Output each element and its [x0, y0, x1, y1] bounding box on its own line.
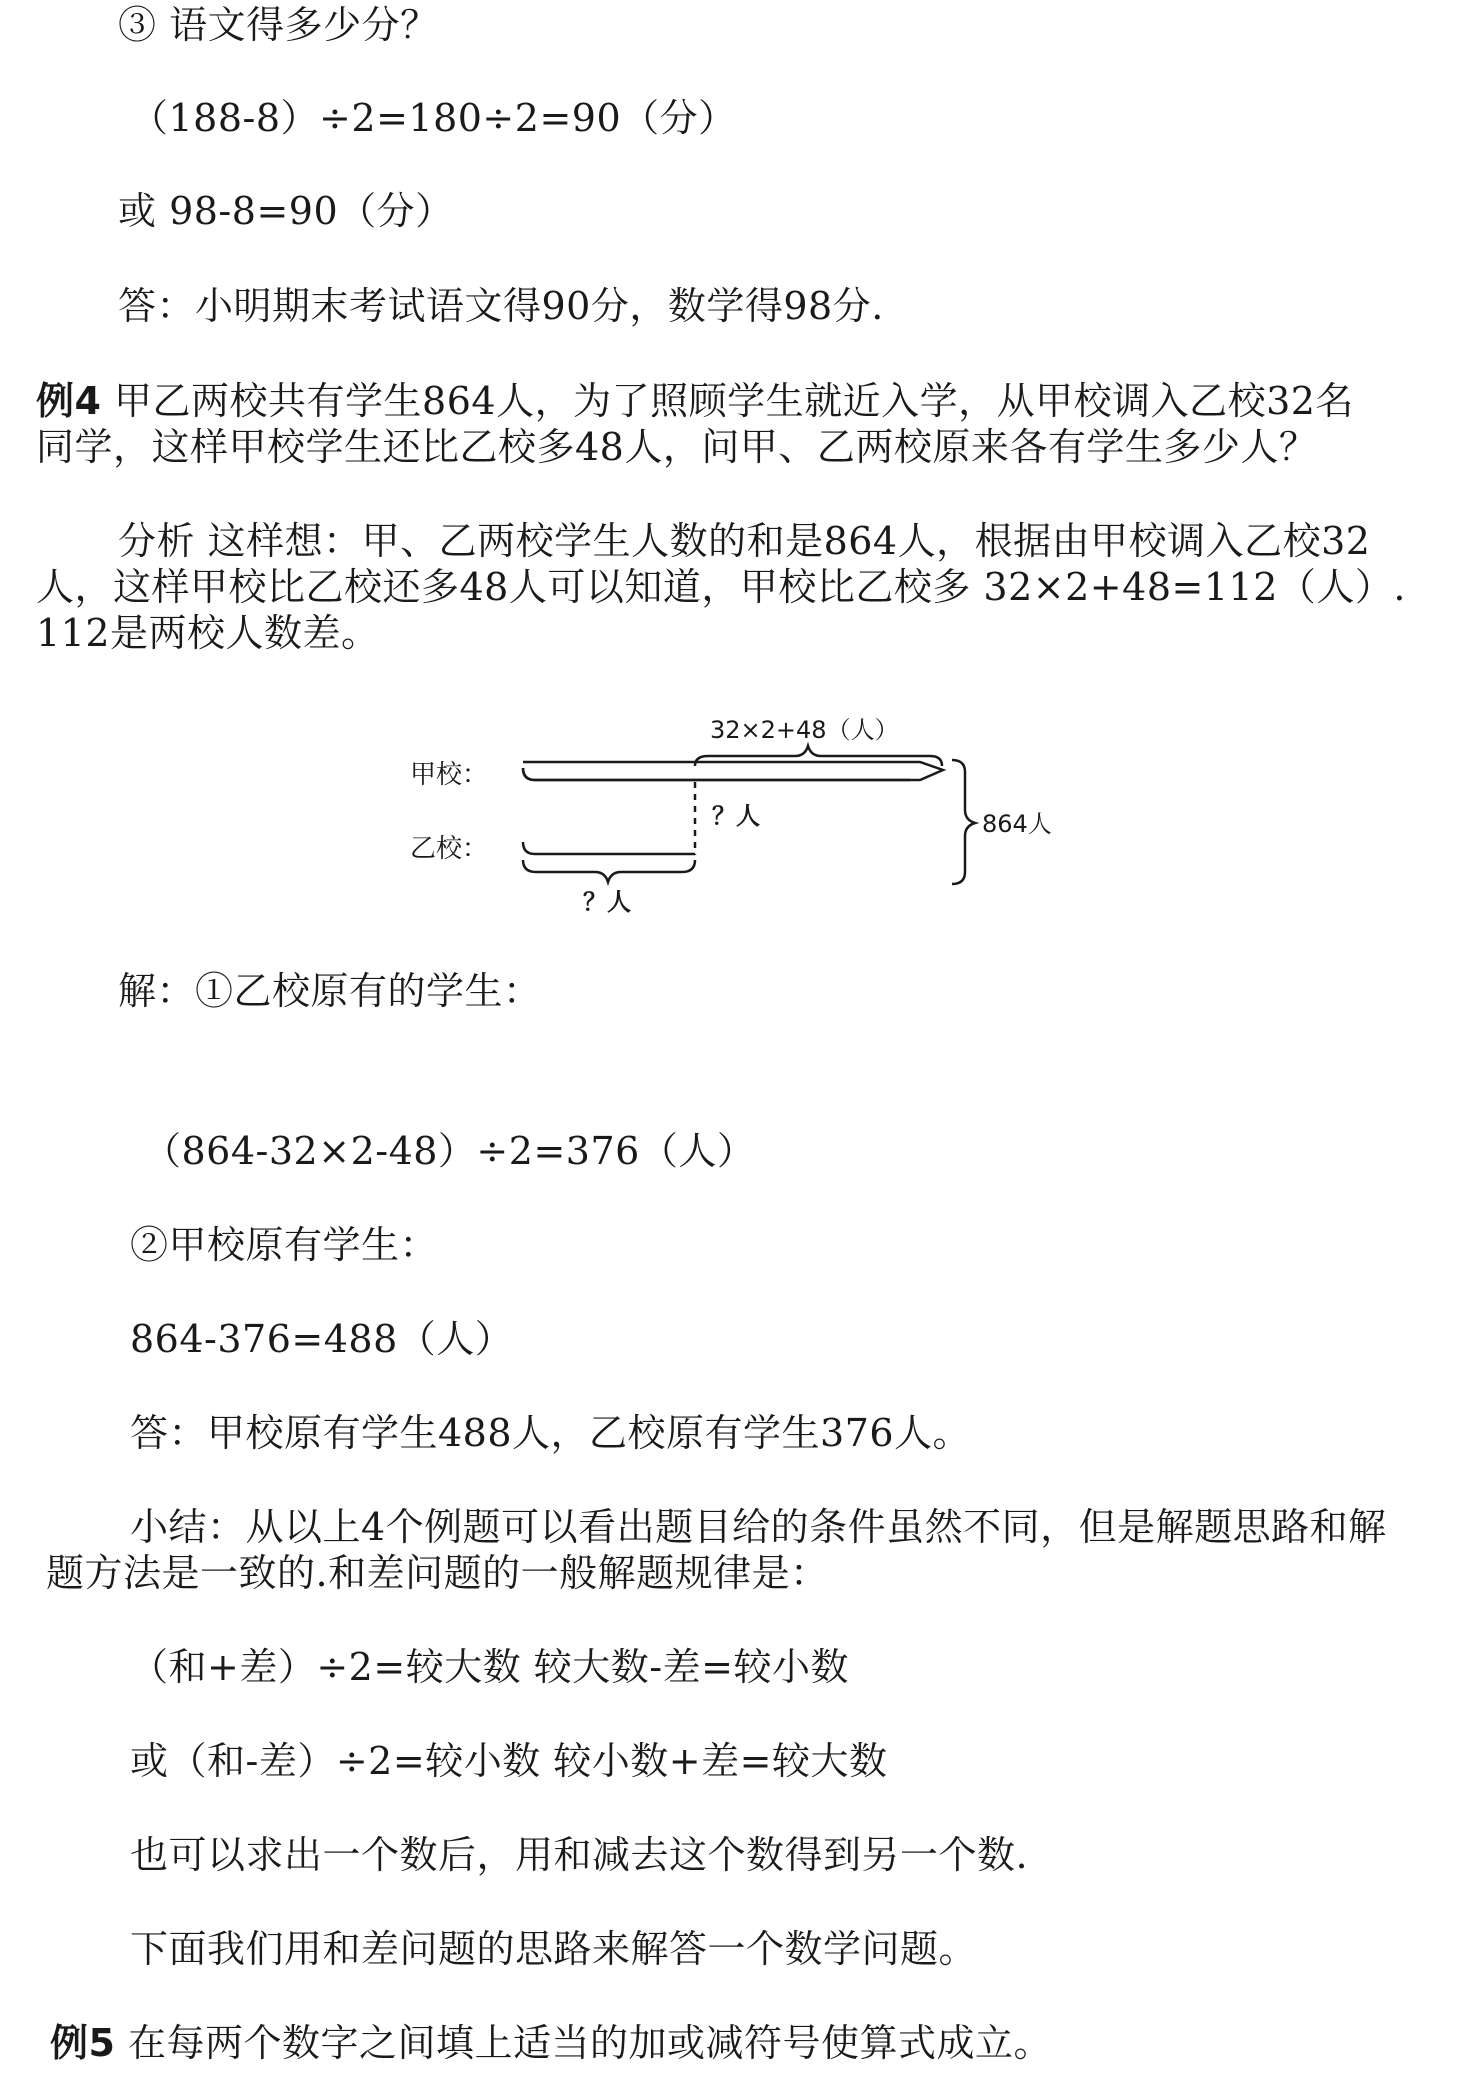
solution-answer-line: 答：甲校原有学生488人，乙校原有学生376人。	[130, 1411, 972, 1455]
total-brace	[952, 760, 975, 884]
summary-line-1: 小结：从以上4个例题可以看出题目给的条件虽然不同，但是解题思路和解	[130, 1505, 1387, 1549]
total-note: 864人	[982, 810, 1052, 838]
school-a-label: 甲校：	[410, 760, 489, 790]
school-a-segment	[523, 762, 943, 780]
summary-line-2: 题方法是一致的.和差问题的一般解题规律是：	[46, 1551, 829, 1595]
example-5-text: 在每两个数字之间填上适当的加或减符号使算式成立。	[115, 2021, 1053, 2065]
answer-line: 答：小明期末考试语文得90分，数学得98分.	[118, 284, 884, 328]
school-b-segment	[523, 842, 695, 854]
solution-line-4: 864-376=488（人）	[130, 1317, 514, 1361]
school-b-label: 乙校：	[410, 834, 489, 864]
line-segment-diagram	[390, 700, 1090, 930]
diagram-svg	[390, 700, 1090, 930]
example-4-line-2: 同学，这样甲校学生还比乙校多48人，问甲、乙两校原来各有学生多少人？	[36, 425, 1318, 469]
formula-line-1: （和+差）÷2=较大数 较大数-差=较小数	[130, 1645, 849, 1689]
middle-unknown-note: ？人	[712, 802, 760, 830]
example-4-text-1: 甲乙两校共有学生864人，为了照顾学生就近入学，从甲校调入乙校32名	[101, 379, 1354, 423]
example-5-label: 例5	[50, 2021, 116, 2065]
formula-line-4: 下面我们用和差问题的思路来解答一个数学问题。	[130, 1927, 978, 1971]
example-4-label: 例4	[36, 379, 102, 423]
solution-line-3: ②甲校原有学生：	[130, 1223, 439, 1267]
school-a-underline	[523, 768, 910, 780]
formula-line-2: 或（和-差）÷2=较小数 较小数+差=较大数	[130, 1739, 888, 1783]
analysis-line-2: 人，这样甲校比乙校还多48人可以知道，甲校比乙校多 32×2+48=112（人）.	[36, 565, 1406, 609]
difference-note: 32×2+48（人）	[710, 716, 899, 744]
equation-line: （188-8）÷2=180÷2=90（分）	[130, 96, 737, 140]
analysis-line-1: 分析 这样想：甲、乙两校学生人数的和是864人，根据由甲校调入乙校32	[118, 519, 1371, 563]
school-b-unknown-note: ？人	[583, 888, 631, 916]
school-b-brace	[523, 860, 695, 882]
solution-line-2: （864-32×2-48）÷2=376（人）	[143, 1129, 756, 1173]
example-4-line-1	[36, 378, 1354, 424]
question-3-line: ③ 语文得多少分？	[118, 3, 439, 47]
alternate-equation-line: 或 98-8=90（分）	[118, 189, 454, 233]
analysis-line-3: 112是两校人数差。	[36, 611, 380, 655]
example-5-line	[50, 2020, 1052, 2066]
formula-line-3: 也可以求出一个数后，用和减去这个数得到另一个数.	[130, 1833, 1029, 1877]
solution-line-1: 解：①乙校原有的学生：	[118, 969, 542, 1013]
